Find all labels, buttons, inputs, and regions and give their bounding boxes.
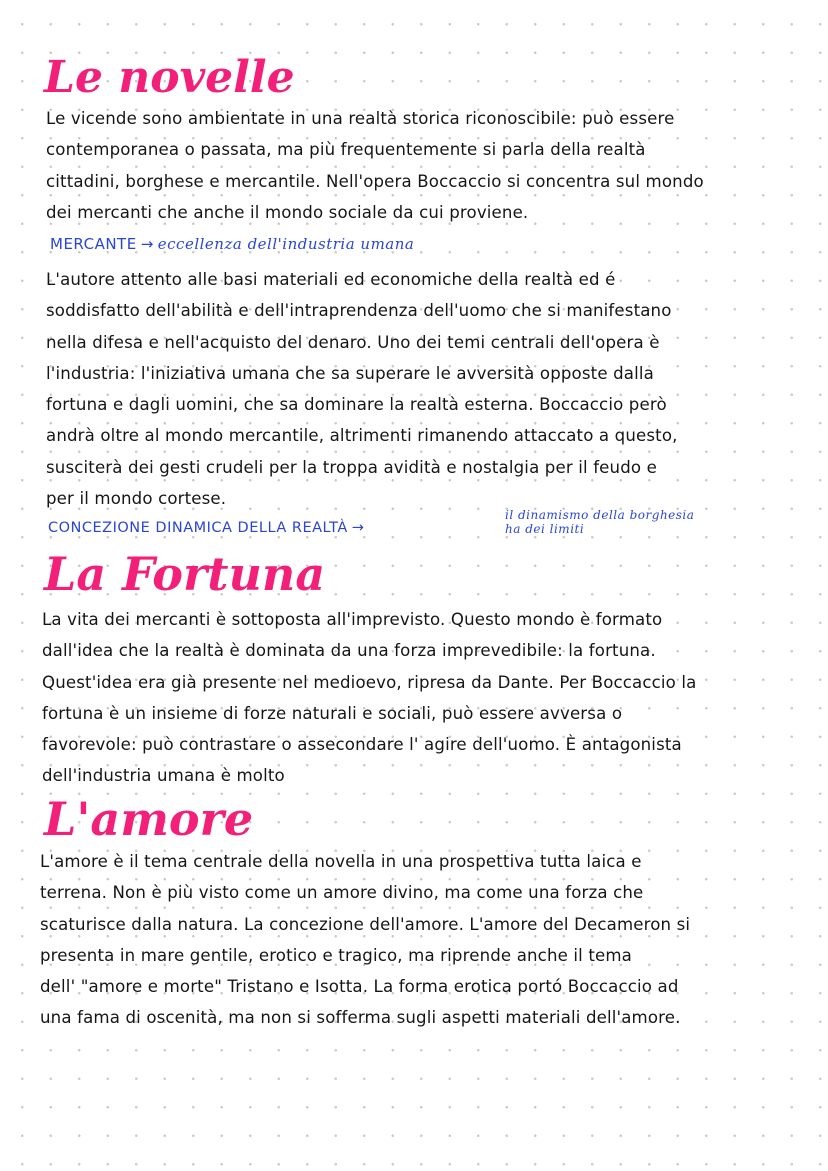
text-line: Le vicende sono ambientate in una realtà storica riconoscibile: può essere [46, 109, 675, 128]
text-line: nella difesa e nell'acquisto del denaro. Uno dei temi centrali dell'opera è [46, 332, 660, 352]
note-concezione-line1: il dinamismo della borghesia [505, 508, 695, 522]
text-line: dei mercanti che anche il mondo sociale da cui proviene. [46, 202, 529, 222]
text-line: andrà oltre al mondo mercantile, altrimenti rimanendo attaccato a questo, [46, 426, 678, 446]
text-line: fortuna è un insieme di forze naturali e sociali, può essere avversa o [42, 703, 623, 723]
paragraph-novelle-intro [46, 103, 704, 228]
text-line: dell'industria umana è molto [42, 766, 285, 786]
note-concezione [48, 517, 368, 539]
text-line: dall'idea che la realtà è dominata da una forza imprevedibile: la fortuna. [42, 641, 656, 661]
text-line: susciterà dei gesti crudeli per la troppa avidità e nostalgia per il feudo e [46, 457, 657, 477]
text-line: L'amore è il tema centrale della novella in una prospettiva tutta laica e [40, 852, 642, 871]
heading-l-amore: L'amore [44, 792, 254, 846]
text-line: scaturisce dalla natura. La concezione dell'amore. L'amore del Decameron si [40, 914, 691, 934]
text-line: La vita dei mercanti è sottoposta all'imprevisto. Questo mondo è formato [42, 610, 663, 629]
note-mercante [50, 232, 414, 256]
text-line: favorevole: può contrastare o assecondare l' agire dell'uomo. È antagonista [42, 735, 682, 755]
text-line: fortuna e dagli uomini, che sa dominare la realtà esterna. Boccaccio però [46, 395, 667, 415]
arrow-right-icon: → [140, 235, 154, 253]
text-line: cittadini, borghese e mercantile. Nell'opera Boccaccio si concentra sul mondo [46, 171, 704, 191]
text-line: L'autore attento alle basi materiali ed economiche della realtà ed é [46, 270, 616, 289]
paragraph-novelle-autore [46, 264, 678, 514]
heading-la-fortuna: La Fortuna [44, 547, 326, 601]
text-line: contemporanea o passata, ma più frequentemente si parla della realtà [46, 140, 646, 160]
text-line: terrena. Non è più visto come un amore divino, ma come una forza che [40, 883, 644, 903]
arrow-right-icon: → [351, 520, 365, 536]
text-line: una fama di oscenità, ma non si sofferma sugli aspetti materiali dell'amore. [40, 1008, 681, 1028]
text-line: l'industria: l'iniziativa umana che sa superare le avversità opposte dalla [46, 363, 654, 383]
note-concezione-detail [505, 508, 694, 536]
text-line: dell' "amore e morte" Tristano e Isotta. La forma erotica portó Boccaccio ad [40, 977, 679, 997]
paragraph-amore [40, 846, 690, 1034]
note-concezione-label: CONCEZIONE DINAMICA DELLA REALTÀ [48, 520, 348, 536]
text-line: per il mondo cortese. [46, 489, 227, 509]
note-mercante-text: eccellenza dell'industria umana [157, 235, 415, 253]
note-concezione-line2: ha dei limiti [505, 522, 585, 536]
paragraph-fortuna [42, 604, 697, 792]
text-line: Quest'idea era già presente nel medioevo, ripresa da Dante. Per Boccaccio la [42, 672, 697, 692]
text-line: presenta in mare gentile, erotico e tragico, ma riprende anche il tema [40, 945, 633, 965]
heading-le-novelle: Le novelle [44, 52, 295, 103]
note-mercante-label: MERCANTE [50, 235, 137, 253]
text-line: soddisfatto dell'abilità e dell'intraprendenza dell'uomo che si manifestano [46, 301, 672, 321]
